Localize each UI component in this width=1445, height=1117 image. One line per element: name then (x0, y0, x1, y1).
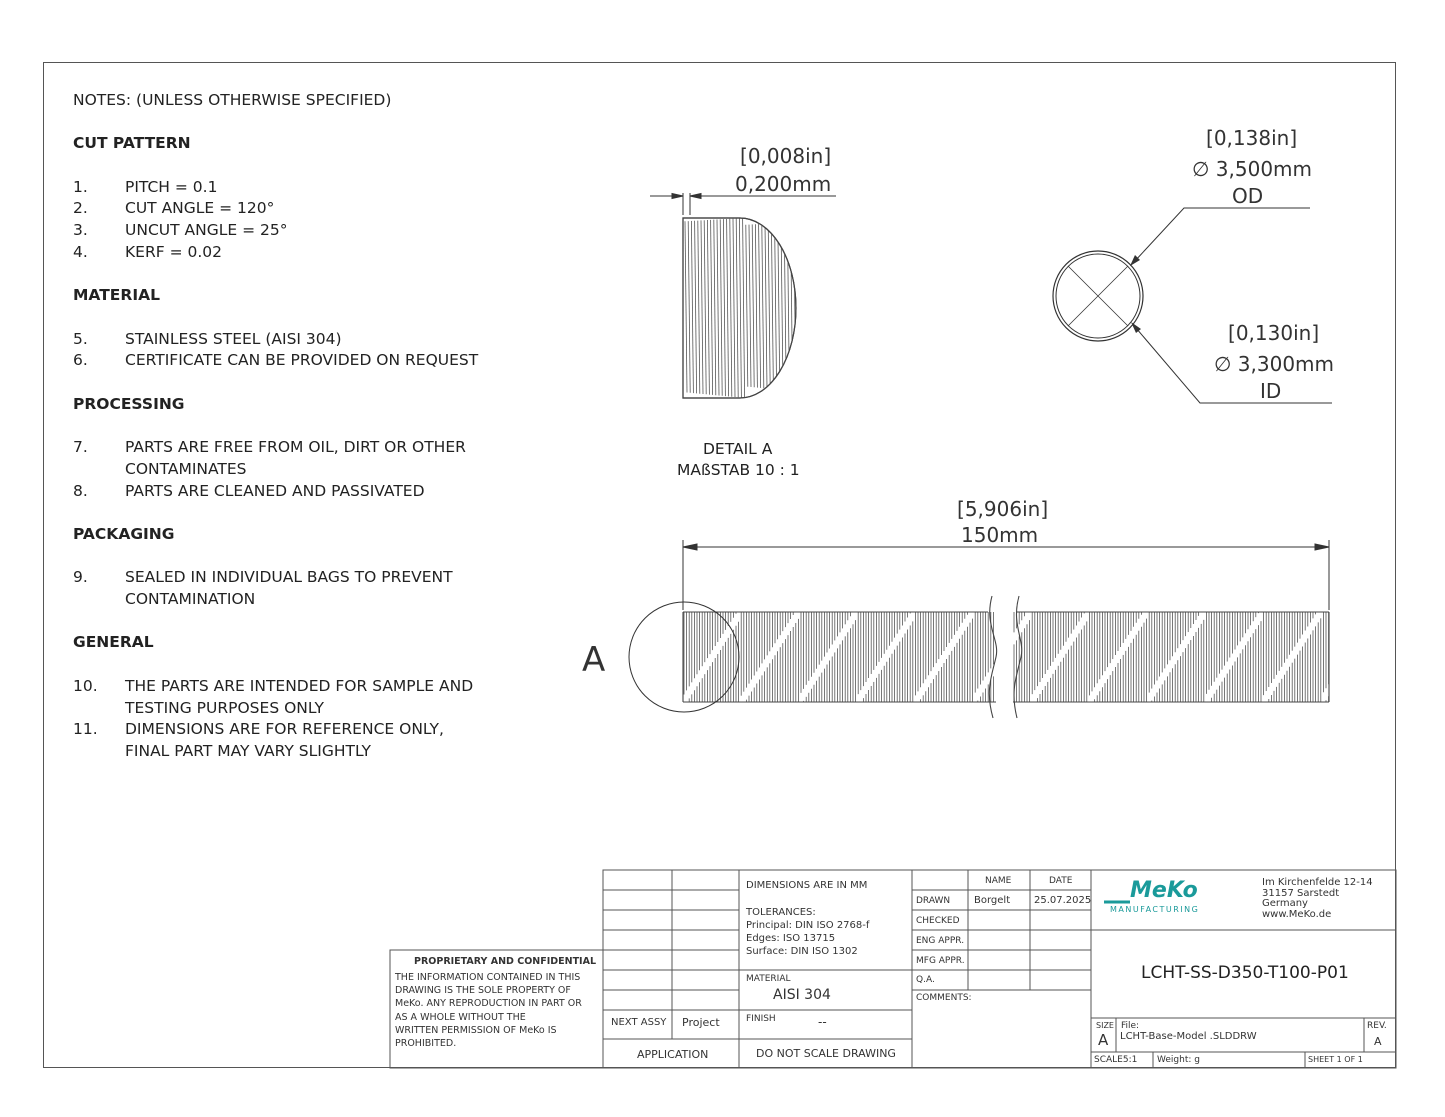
notes-section-heading: PROCESSING (73, 394, 185, 413)
scale-label-wrapper (1094, 1055, 1137, 1065)
id-inch-label: [0,130in] (1228, 321, 1320, 345)
address-line: www.MeKo.de (1262, 908, 1332, 920)
diameter-symbol: ∅ (1192, 157, 1210, 181)
notes-section-heading: MATERIAL (73, 286, 160, 305)
length-inch-label: [5,906in] (957, 497, 1049, 521)
logo-wordmark: MeKo (1130, 878, 1198, 903)
note-line: CERTIFICATE CAN BE PROVIDED ON REQUEST (125, 351, 479, 370)
application-label: APPLICATION (637, 1048, 709, 1061)
address-line: Germany (1262, 898, 1308, 909)
qa-label: Q.A. (916, 975, 935, 985)
detail-a-view (683, 218, 799, 398)
note-number: 9. (73, 568, 88, 587)
length-mm-label: 150mm (961, 523, 1039, 547)
tube-main-view (629, 596, 1329, 718)
note-line: CONTAMINATION (125, 590, 256, 609)
note-line: CONTAMINATES (125, 459, 247, 478)
diameter-symbol: ∅ (1214, 352, 1232, 376)
proprietary-line: AS A WHOLE WITHOUT THE (395, 1011, 526, 1023)
do-not-scale-note: DO NOT SCALE DRAWING (756, 1047, 896, 1060)
id-mm-value: 3,300mm (1237, 352, 1335, 376)
tolerances-label: TOLERANCES: (746, 907, 816, 918)
detail-a-scale: MAßSTAB 10 : 1 (677, 461, 800, 479)
note-line: PARTS ARE FREE FROM OIL, DIRT OR OTHER (125, 438, 466, 457)
note-line: THE PARTS ARE INTENDED FOR SAMPLE AND (125, 676, 474, 695)
note-line: KERF = 0.02 (125, 242, 222, 261)
company-address (1262, 878, 1373, 920)
note-number: 4. (73, 242, 88, 261)
file-label: File: (1121, 1021, 1140, 1031)
finish-value: -- (818, 1015, 827, 1029)
od-mm-value: 3,500mm (1215, 157, 1313, 181)
note-line: PARTS ARE CLEANED AND PASSIVATED (125, 481, 425, 500)
notes-section-heading: CUT PATTERN (73, 134, 191, 153)
od-label: OD (1232, 184, 1264, 208)
mfg-appr-label: MFG APPR. (916, 956, 965, 966)
size-label: SIZE (1096, 1021, 1114, 1030)
note-number: 11. (73, 720, 98, 739)
drawn-name: Borgelt (974, 895, 1011, 906)
length-inch-value: 5,906in (964, 497, 1041, 521)
note-line: TESTING PURPOSES ONLY (125, 698, 324, 717)
drawn-date: 25.07.2025 (1034, 895, 1092, 906)
drawn-label: DRAWN (916, 896, 951, 906)
proprietary-line: MeKo. ANY REPRODUCTION IN PART OR (395, 998, 582, 1010)
kerf-inch-value: 0,008in (747, 144, 824, 168)
rev-label: REV. (1367, 1021, 1387, 1031)
note-number: 7. (73, 438, 88, 457)
note-number: 5. (73, 329, 88, 348)
od-inch-value: 0,138in (1213, 126, 1290, 150)
tolerance-principal: Principal: DIN ISO 2768-f (746, 920, 870, 931)
note-line: DIMENSIONS ARE FOR REFERENCE ONLY, (125, 720, 444, 739)
note-number: 8. (73, 481, 88, 500)
column-name: NAME (985, 876, 1012, 886)
od-mm-label (1192, 157, 1312, 181)
cut-line (797, 222, 799, 392)
od-inch-label: [0,138in] (1206, 126, 1298, 150)
note-number: 1. (73, 177, 88, 196)
dimensions-note: DIMENSIONS ARE IN MM (746, 880, 868, 891)
notes-title: NOTES: (UNLESS OTHERWISE SPECIFIED) (73, 91, 392, 109)
length-dimension (683, 540, 1329, 610)
id-mm-label (1214, 352, 1334, 376)
address-line: Im Kirchenfelde 12-14 (1262, 877, 1373, 888)
file-value: LCHT-Base-Model .SLDDRW (1120, 1031, 1257, 1042)
proprietary-line: THE INFORMATION CONTAINED IN THIS (395, 972, 581, 983)
comments-label: COMMENTS: (916, 993, 972, 1003)
tolerance-edges: Edges: ISO 13715 (746, 933, 836, 944)
tolerance-surface: Surface: DIN ISO 1302 (746, 946, 858, 957)
material-label: MATERIAL (746, 974, 791, 984)
logo-subtitle: MANUFACTURING (1110, 905, 1200, 914)
weight-label: Weight: g (1157, 1055, 1200, 1065)
note-line: UNCUT ANGLE = 25° (125, 221, 288, 240)
note-line: STAINLESS STEEL (AISI 304) (125, 329, 342, 348)
checked-label: CHECKED (916, 916, 960, 926)
kerf-inch-label: [0,008in] (740, 144, 832, 168)
scale-value: 5:1 (1122, 1055, 1138, 1065)
project-label: Project (682, 1016, 720, 1029)
notes-section-heading: PACKAGING (73, 524, 175, 543)
notes-section-heading: GENERAL (73, 633, 154, 652)
proprietary-text (395, 971, 582, 1050)
next-assy-label: NEXT ASSY (611, 1017, 667, 1028)
proprietary-line: WRITTEN PERMISSION OF MeKo IS (395, 1024, 557, 1036)
detail-a-marker: A (582, 640, 606, 680)
material-value: AISI 304 (773, 987, 831, 1003)
finish-label: FINISH (746, 1014, 776, 1024)
address-line: 31157 Sarstedt (1262, 887, 1340, 899)
detail-kerf-dimension (650, 193, 836, 215)
note-line: SEALED IN INDIVIDUAL BAGS TO PREVENT (125, 568, 453, 587)
drawing-number: LCHT-SS-D350-T100-P01 (1141, 963, 1349, 983)
id-label: ID (1260, 379, 1282, 403)
detail-a-title: DETAIL A (703, 440, 773, 458)
note-line: PITCH = 0.1 (125, 177, 218, 196)
note-number: 10. (73, 676, 98, 695)
rev-value: A (1374, 1035, 1382, 1048)
column-date: DATE (1049, 876, 1073, 886)
note-number: 6. (73, 351, 88, 370)
proprietary-line: PROHIBITED. (395, 1038, 457, 1050)
note-line: CUT ANGLE = 120° (125, 199, 275, 218)
proprietary-line: DRAWING IS THE SOLE PROPERTY OF (395, 985, 571, 997)
kerf-mm-label: 0,200mm (735, 172, 832, 196)
size-value: A (1098, 1031, 1109, 1049)
note-number: 2. (73, 199, 88, 218)
note-line: FINAL PART MAY VARY SLIGHTLY (125, 741, 372, 760)
sheet-label: SHEET 1 OF 1 (1308, 1055, 1363, 1064)
scale-label: SCALE (1094, 1055, 1123, 1065)
eng-appr-label: ENG APPR. (916, 936, 965, 946)
note-number: 3. (73, 221, 88, 240)
id-inch-value: 0,130in (1235, 321, 1312, 345)
proprietary-title: PROPRIETARY AND CONFIDENTIAL (414, 956, 596, 967)
